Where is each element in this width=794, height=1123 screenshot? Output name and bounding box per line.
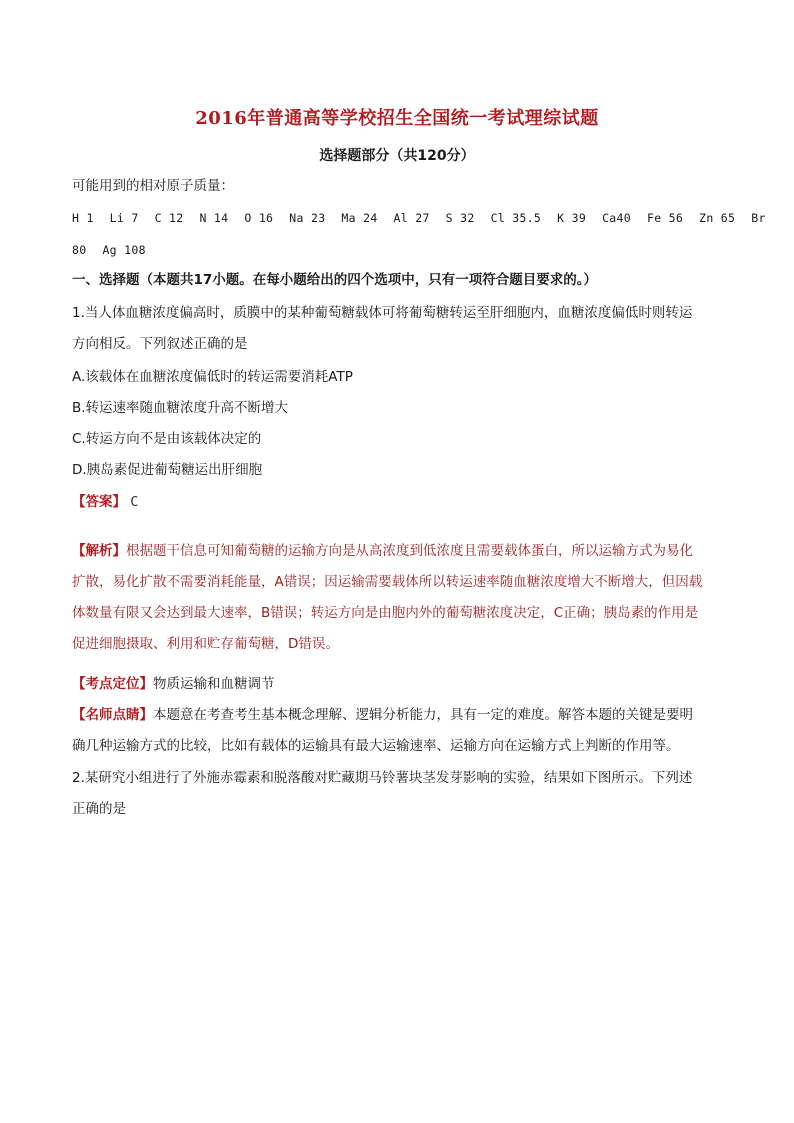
- mass-item: Fe 56: [646, 211, 684, 225]
- point-text: 物质运输和血糖调节: [153, 676, 275, 692]
- mass-item: Ag 108: [102, 243, 146, 257]
- atomic-mass-label: 可能用到的相对原子质量：: [72, 178, 234, 194]
- q1-analysis-line-1: [72, 541, 693, 561]
- mass-item: H 1: [72, 211, 94, 225]
- analysis-label: 【解析】: [72, 543, 126, 559]
- answer-value: C: [130, 494, 139, 510]
- mass-item: K 39: [557, 211, 587, 225]
- mass-item: C 12: [154, 211, 184, 225]
- analysis-text: 根据题干信息可知葡萄糖的运输方向是从高浓度到低浓度且需要载体蛋白，所以运输方式为易化: [126, 543, 693, 559]
- mass-item: Li 7: [109, 211, 139, 225]
- mass-item: Br: [751, 211, 766, 225]
- section-heading: 一、选择题（本题共17小题。在每小题给出的四个选项中，只有一项符合题目要求的。）: [72, 272, 598, 288]
- atomic-mass-line-2: [72, 240, 162, 260]
- q1-option-b: B.转运速率随血糖浓度升高不断增大: [72, 400, 289, 416]
- mass-item: Na 23: [289, 211, 326, 225]
- q1-option-c: C.转运方向不是由该载体决定的: [72, 431, 262, 447]
- q1-tip-line-2: 确几种运输方式的比较，比如有载体的运输具有最大运输速率、运输方向在运输方式上判断的作用等。: [72, 738, 680, 754]
- mass-item: S 32: [445, 211, 475, 225]
- mass-item: O 16: [244, 211, 274, 225]
- answer-label: 【答案】: [72, 494, 126, 510]
- point-label: 【考点定位】: [72, 676, 153, 692]
- q1-analysis-line-3: 体数量有限又会达到最大速率，B错误；转运方向是由胞内外的葡萄糖浓度决定，C正确；胰岛素的作用是: [72, 605, 699, 621]
- q1-analysis-line-4: 促进细胞摄取、利用和贮存葡萄糖，D错误。: [72, 636, 339, 652]
- q1-answer: [72, 492, 138, 512]
- atomic-mass-line-1: [72, 208, 766, 228]
- q2-stem-line-2: 正确的是: [72, 801, 126, 817]
- q1-stem-line-2: 方向相反。下列叙述正确的是: [72, 336, 248, 352]
- mass-item: N 14: [199, 211, 229, 225]
- q2-stem-line-1: 2.某研究小组进行了外施赤霉素和脱落酸对贮藏期马铃薯块茎发芽影响的实验，结果如下图所示。下列述: [72, 770, 693, 786]
- mass-item: Zn 65: [699, 211, 736, 225]
- mass-item: Cl 35.5: [490, 211, 542, 225]
- section-subtitle: 选择题部分（共120分）: [319, 148, 475, 164]
- page-title: 2016年普通高等学校招生全国统一考试理综试题: [195, 108, 599, 129]
- mass-item: Ma 24: [341, 211, 378, 225]
- tip-text: 本题意在考查考生基本概念理解、逻辑分析能力，具有一定的难度。解答本题的关键是要明: [153, 707, 693, 723]
- q1-stem-line-1: 1.当人体血糖浓度偏高时，质膜中的某种葡萄糖载体可将葡萄糖转运至肝细胞内，血糖浓度偏低时则转运: [72, 305, 693, 321]
- mass-item: 80: [72, 243, 87, 257]
- q1-option-d: D.胰岛素促进葡萄糖运出肝细胞: [72, 462, 263, 478]
- q1-tip-line-1: [72, 705, 693, 725]
- q1-knowledge-point: [72, 674, 275, 694]
- mass-item: Ca40: [602, 211, 631, 225]
- q1-option-a: A.该载体在血糖浓度偏低时的转运需要消耗ATP: [72, 369, 353, 385]
- tip-label: 【名师点睛】: [72, 707, 153, 723]
- mass-item: Al 27: [393, 211, 430, 225]
- q1-analysis-line-2: 扩散，易化扩散不需要消耗能量，A错误；因运输需要载体所以转运速率随血糖浓度增大不断增大，但因载: [72, 574, 703, 590]
